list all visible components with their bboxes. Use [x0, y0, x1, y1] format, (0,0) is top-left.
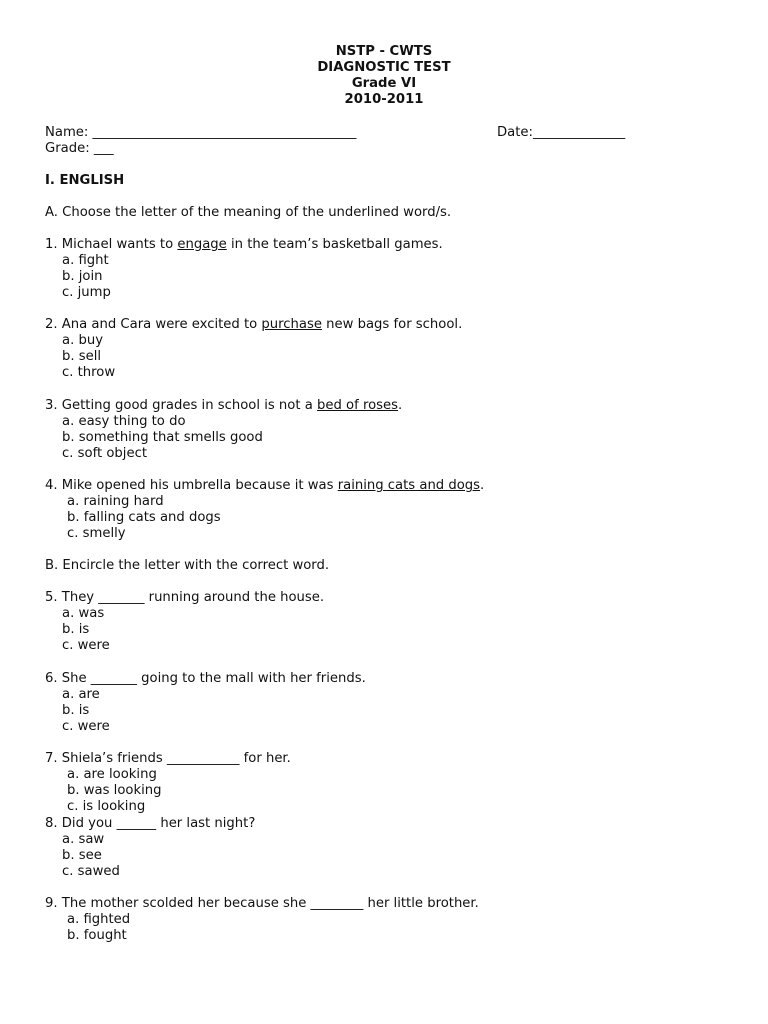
- question-8: 8. Did you ______ her last night? a. saw b. see c. sawed: [45, 816, 256, 879]
- header-school-year: 2010-2011: [344, 92, 424, 107]
- question-1: 1. Michael wants to engage in the team’s basketball games. a. fight b. join c. jump: [45, 237, 443, 300]
- question-5: 5. They _______ running around the house. a. was b. is c. were: [45, 590, 325, 653]
- option-c: c. smelly: [67, 526, 126, 541]
- option-a: a. are: [62, 687, 100, 702]
- option-c: c. jump: [62, 285, 111, 300]
- option-c: c. were: [62, 638, 110, 653]
- option-a: a. are looking: [67, 767, 157, 782]
- option-b: b. falling cats and dogs: [67, 510, 221, 525]
- option-c: c. soft object: [62, 446, 147, 461]
- option-b: b. was looking: [67, 783, 162, 798]
- option-b: b. see: [62, 848, 102, 863]
- underlined-word: raining cats and dogs: [337, 478, 481, 493]
- underlined-word: engage: [177, 237, 227, 252]
- header-grade: Grade VI: [351, 76, 417, 91]
- question-6: 6. She _______ going to the mall with her friends. a. are b. is c. were: [45, 671, 366, 734]
- option-b: b. is: [62, 622, 90, 637]
- option-b: b. is: [62, 703, 90, 718]
- option-a: a. fighted: [67, 912, 131, 927]
- option-a: a. buy: [62, 333, 103, 348]
- document-header: [0, 44, 768, 108]
- question-3: 3. Getting good grades in school is not a bed of roses. a. easy thing to do b. something that smells good c. soft object: [45, 398, 403, 461]
- option-c: c. were: [62, 719, 110, 734]
- option-b: b. something that smells good: [62, 430, 263, 445]
- option-a: a. easy thing to do: [62, 414, 186, 429]
- section-title: I. ENGLISH: [45, 173, 125, 188]
- option-a: a. saw: [62, 832, 105, 847]
- header-test-title: DIAGNOSTIC TEST: [317, 60, 451, 75]
- option-b: b. join: [62, 269, 103, 284]
- option-c: c. throw: [62, 365, 116, 380]
- question-9: 9. The mother scolded her because she ________ her little brother. a. fighted b. fought: [45, 896, 479, 943]
- part-b-instruction: B. Encircle the letter with the correct word.: [45, 558, 330, 573]
- question-7: 7. Shiela’s friends ___________ for her. a. are looking b. was looking c. is looking: [45, 751, 291, 814]
- option-b: b. fought: [67, 928, 127, 943]
- header-course: NSTP - CWTS: [335, 44, 433, 59]
- question-2: 2. Ana and Cara were excited to purchase new bags for school. a. buy b. sell c. throw: [45, 317, 463, 380]
- underlined-word: bed of roses: [317, 398, 399, 413]
- option-c: c. sawed: [62, 864, 120, 879]
- option-c: c. is looking: [67, 799, 146, 814]
- question-4: 4. Mike opened his umbrella because it was raining cats and dogs. a. raining hard b. falling cats and dogs c. smelly: [45, 478, 485, 541]
- option-a: a. raining hard: [67, 494, 164, 509]
- underlined-word: purchase: [261, 317, 322, 332]
- name-field: Name: ________________________________________: [45, 125, 357, 140]
- grade-field: Grade: ___: [45, 141, 114, 156]
- part-a-instruction: A. Choose the letter of the meaning of the underlined word/s.: [45, 205, 452, 220]
- option-b: b. sell: [62, 349, 102, 364]
- option-a: a. was: [62, 606, 105, 621]
- date-field: Date:______________: [497, 125, 626, 140]
- option-a: a. fight: [62, 253, 109, 268]
